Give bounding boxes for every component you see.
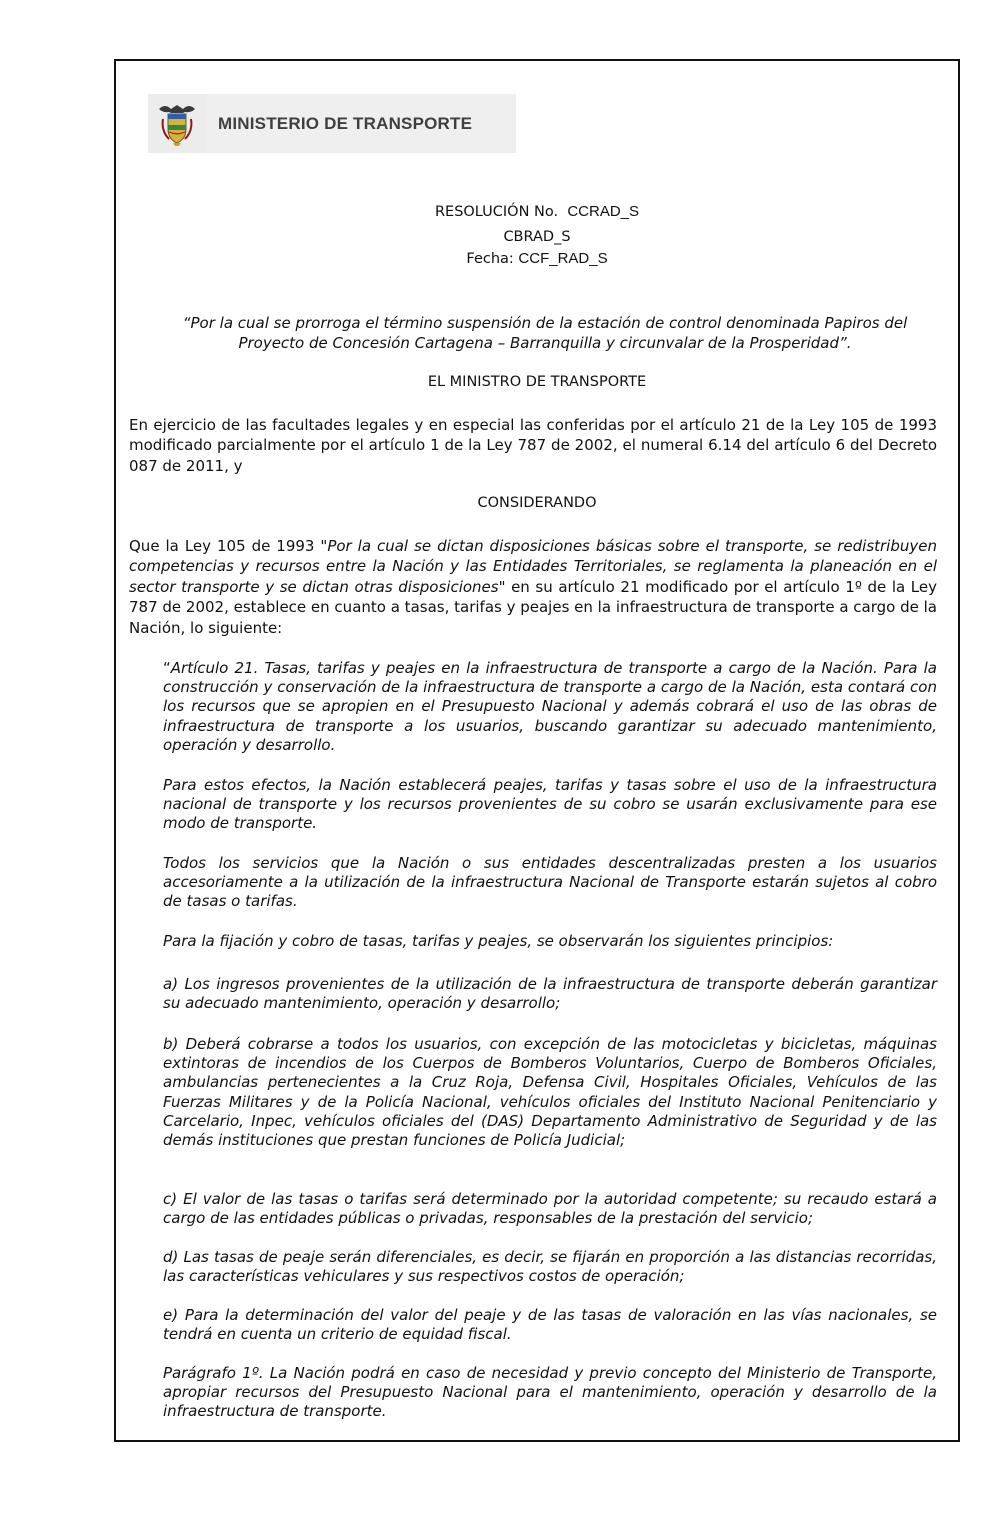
- date-value: CCF_RAD_S: [518, 250, 608, 267]
- authority-heading: EL MINISTRO DE TRANSPORTE: [427, 374, 647, 390]
- ministry-name: MINISTERIO DE TRANSPORTE: [218, 113, 473, 133]
- preamble-paragraph: En ejercicio de las facultades legales y en especial las conferidas por el artículo 21 de la Ley 105 de 1993 modificado parcialmente por el artículo 1 de la Ley 787 de 2002, el numeral 6.14 del artículo 6 del Decreto 087 de 2011, y: [129, 416, 937, 475]
- quote-item-a: a) Los ingresos provenientes de la utilización de la infraestructura de transporte deberán garantizar su adecuado mantenimiento, operación y desarrollo;: [163, 975, 937, 1013]
- resolution-title: “Por la cual se prorroga el término suspensión de la estación de control denominada Papiros del Proyecto de Concesión Cartagena – Barranquilla y circunvalar de la Prosperidad”.: [182, 314, 908, 352]
- resolution-date-line: [116, 250, 958, 267]
- quote-item-c: c) El valor de las tasas o tarifas será determinado por la autoridad competente; su recaudo estará a cargo de las entidades públicas o privadas, responsables de la prestación del servicio;: [163, 1190, 937, 1228]
- considerando-intro: [129, 536, 937, 638]
- quote-paragraph-3: Todos los servicios que la Nación o sus entidades descentralizadas presten a los usuarios accesoriamente a la utilización de la infraestructura Nacional de Transporte estarán sujetos al cobro de tasas o tarifas.: [163, 854, 937, 911]
- quote-paragraph-1: [163, 659, 937, 755]
- quote-item-d: d) Las tasas de peaje serán diferenciales, es decir, se fijarán en proporción a las distancias recorridas, las características vehiculares y sus respectivos costos de operación;: [163, 1248, 937, 1286]
- quote-item-b: b) Deberá cobrarse a todos los usuarios, con excepción de las motocicletas y bicicletas, máquinas extintoras de incendios de los Cuerpos de Bomberos Voluntarios, Cuerpo de Bomberos Oficiales, ambulancias pertenecientes a la Cruz Roja, Defensa Civil, Hospitales Oficiales, Vehículos de las Fuerzas Militares y de la Policía Nacional, vehículos oficiales del Instituto Nacional Penitenciario y Carcelario, Inpec, vehículos oficiales del (DAS) Departamento Administrativo de Seguridad y de las demás instituciones que prestan funciones de Policía Judicial;: [163, 1035, 937, 1150]
- quote-text-1: Artículo 21. Tasas, tarifas y peajes en la infraestructura de transporte a cargo de la Nación. Para la construcción y conservación de la infraestructura de transporte a cargo de la Nación, esta contará con los recursos que se apropien en el Presupuesto Nacional y además cobrará el uso de las obras de infraestructura de transporte a los usuarios, buscando garantizar su adecuado mantenimiento, operación y desarrollo.: [163, 659, 937, 754]
- considerando-heading: CONSIDERANDO: [477, 495, 597, 511]
- date-label: Fecha:: [466, 251, 514, 267]
- quote-paragrafo-1: Parágrafo 1º. La Nación podrá en caso de necesidad y previo concepto del Ministerio de Transporte, apropiar recursos del Presupuesto Nacional para el mantenimiento, operación y desarrollo de la infraestructura de transporte.: [163, 1364, 937, 1421]
- resolution-label: RESOLUCIÓN No.: [434, 204, 559, 220]
- ministry-header: [148, 94, 516, 153]
- intro-text-2: " en su artículo 21 modificado por el artículo 1º de la Ley 787 de 2002, establece en cuanto a tasas, tarifas y peajes en la infraestructura de transporte a cargo de la Nación, lo siguiente:: [129, 577, 937, 637]
- quote-paragraph-2: Para estos efectos, la Nación establecerá peajes, tarifas y tasas sobre el uso de la infraestructura nacional de transporte y los recursos provenientes de su cobro se usarán exclusivamente para ese modo de transporte.: [163, 776, 937, 833]
- law-title-italic: "Por la cual se dictan disposiciones básicas sobre el transporte, se redistribuyen competencias y recursos entre la Nación y las Entidades Territoriales, se reglamenta la planeación en el sector transporte y se dictan otras disposiciones: [129, 537, 937, 596]
- quote-open-mark: “: [163, 659, 171, 677]
- quote-paragraph-4: Para la fijación y cobro de tasas, tarifas y peajes, se observarán los siguientes principios:: [163, 932, 834, 950]
- quote-item-e: e) Para la determinación del valor del peaje y de las tasas de valoración en las vías nacionales, se tendrá en cuenta un criterio de equidad fiscal.: [163, 1306, 937, 1344]
- resolution-code: CBRAD_S: [503, 229, 571, 245]
- intro-text-1: Que la Ley 105 de 1993: [129, 537, 321, 555]
- colombia-coat-of-arms-icon: [148, 94, 206, 153]
- resolution-number: CCRAD_S: [567, 203, 640, 220]
- resolution-number-line: [116, 203, 958, 220]
